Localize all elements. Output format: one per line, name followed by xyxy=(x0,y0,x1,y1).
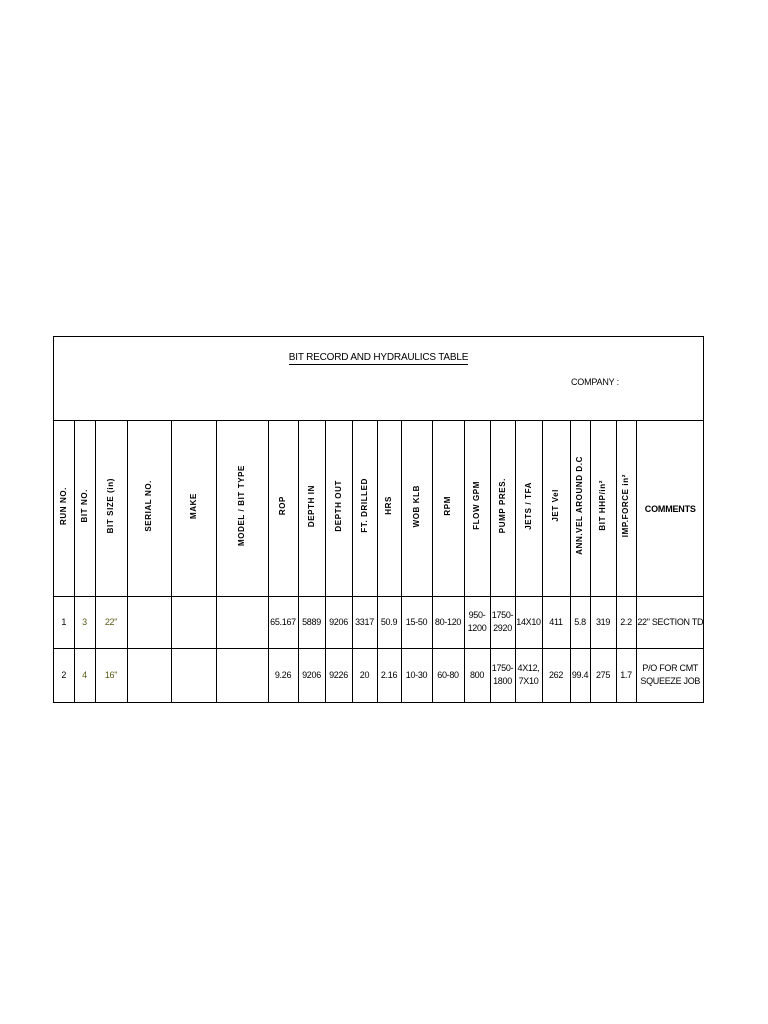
table-title xyxy=(54,352,703,363)
column-header xyxy=(298,421,325,596)
table-cell xyxy=(325,596,352,648)
cell-value: 22" xyxy=(104,616,118,627)
table-cell xyxy=(542,648,570,702)
table-cell xyxy=(268,596,298,648)
table-cell xyxy=(515,596,542,648)
column-header-label: WOB KLB xyxy=(411,484,421,527)
column-header xyxy=(515,421,542,596)
cell-value: 16" xyxy=(104,669,118,680)
table-cell xyxy=(432,596,464,648)
column-header-label: PUMP PRES. xyxy=(497,478,507,534)
cell-value: 950- 1200 xyxy=(467,610,487,633)
column-header-label: ROP xyxy=(278,496,287,516)
table-cell xyxy=(74,648,95,702)
cell-value: 2 xyxy=(61,669,67,680)
cell-value: 4X12, 7X10 xyxy=(517,663,540,687)
cell-value: 99.4 xyxy=(571,669,589,680)
cell-value: 1750- 2920 xyxy=(491,610,514,633)
header-row xyxy=(54,421,704,596)
column-header xyxy=(325,421,352,596)
table-title-text: BIT RECORD AND HYDRAULICS TABLE xyxy=(288,352,469,363)
column-header-label: JET Vel xyxy=(551,489,560,523)
column-header-label: BIT NO. xyxy=(79,488,89,523)
table-cell xyxy=(216,596,268,648)
column-header-label: RPM xyxy=(443,495,452,516)
table-cell xyxy=(298,648,325,702)
table-cell xyxy=(401,596,432,648)
cell-value: 20 xyxy=(359,669,370,680)
column-header xyxy=(490,421,515,596)
column-header xyxy=(95,421,127,596)
column-header xyxy=(171,421,216,596)
cell-value: 3317 xyxy=(355,616,374,627)
column-header-label: IMP.FORCE in² xyxy=(621,474,630,538)
table-cell xyxy=(590,596,616,648)
table-cell xyxy=(616,648,636,702)
column-header xyxy=(616,421,636,596)
column-header xyxy=(570,421,590,596)
column-header-label: SERIAL NO. xyxy=(144,479,153,532)
table-cell xyxy=(636,596,704,648)
table-cell xyxy=(570,648,590,702)
cell-value: 15-50 xyxy=(405,616,428,627)
cell-value: 22" SECTION TD xyxy=(637,616,704,627)
column-header-label: HRS xyxy=(384,496,393,516)
cell-value: 2.2 xyxy=(620,616,632,627)
cell-value: 9206 xyxy=(329,616,348,627)
table-cell xyxy=(590,648,616,702)
cell-value: 4 xyxy=(82,669,87,680)
table-cell xyxy=(95,596,127,648)
table-cell xyxy=(54,596,74,648)
column-header-label: BIT SIZE (in) xyxy=(106,478,115,534)
table-cell xyxy=(616,596,636,648)
column-header-label: FLOW GPM xyxy=(472,481,481,531)
table-cell xyxy=(171,596,216,648)
cell-value: 65.167 xyxy=(270,616,296,627)
cell-value: 9206 xyxy=(302,669,321,680)
bit-record-document xyxy=(53,336,704,703)
table-cell xyxy=(127,596,171,648)
column-header xyxy=(54,421,74,596)
bit-record-table xyxy=(54,421,704,702)
cell-value: 14X10 xyxy=(516,616,541,627)
table-cell xyxy=(542,596,570,648)
cell-value: 800 xyxy=(469,669,485,680)
table-cell xyxy=(268,648,298,702)
table-cell xyxy=(95,648,127,702)
column-header xyxy=(377,421,401,596)
cell-value: 1.7 xyxy=(620,669,632,680)
column-header xyxy=(636,421,704,596)
cell-value: 319 xyxy=(595,616,611,627)
cell-value: P/O FOR CMT SQUEEZE JOB xyxy=(640,663,701,687)
table-cell xyxy=(636,648,704,702)
column-header-label: RUN NO. xyxy=(58,486,68,525)
column-header xyxy=(74,421,95,596)
column-header xyxy=(268,421,298,596)
table-cell xyxy=(171,648,216,702)
table-cell xyxy=(401,648,432,702)
table-cell xyxy=(74,596,95,648)
cell-value: 60-80 xyxy=(437,669,459,680)
column-header xyxy=(216,421,268,596)
table-row xyxy=(54,648,704,702)
cell-value: 3 xyxy=(82,616,87,627)
column-header-label: COMMENTS xyxy=(644,504,696,515)
cell-value: 2.16 xyxy=(380,669,398,680)
column-header-label: BIT HHP/in² xyxy=(598,480,607,532)
column-header-label: ANN.VEL AROUND D.C xyxy=(575,456,584,556)
column-header xyxy=(432,421,464,596)
table-cell xyxy=(490,596,515,648)
column-header xyxy=(127,421,171,596)
column-header-label: DEPTH OUT xyxy=(333,479,343,532)
cell-value: 9.26 xyxy=(274,669,292,680)
column-header-label: DEPTH IN xyxy=(306,484,316,527)
company-label: COMPANY : xyxy=(571,377,619,387)
table-cell xyxy=(432,648,464,702)
table-cell xyxy=(54,648,74,702)
column-header xyxy=(401,421,432,596)
cell-value: 80-120 xyxy=(434,616,462,627)
cell-value: 5889 xyxy=(302,616,321,627)
cell-value: 5.8 xyxy=(574,616,586,627)
table-cell xyxy=(570,596,590,648)
table-cell xyxy=(352,596,377,648)
table-cell xyxy=(325,648,352,702)
table-cell xyxy=(298,596,325,648)
table-cell xyxy=(464,596,490,648)
cell-value: 411 xyxy=(549,616,563,627)
cell-value: 1 xyxy=(61,616,67,627)
cell-value: 262 xyxy=(548,669,564,680)
cell-value: 10-30 xyxy=(405,669,428,680)
column-header xyxy=(352,421,377,596)
column-header-label: MAKE xyxy=(188,492,198,519)
cell-value: 1750- 1800 xyxy=(491,663,514,687)
title-area xyxy=(54,337,703,421)
table-cell xyxy=(377,596,401,648)
table-cell xyxy=(377,648,401,702)
column-header xyxy=(464,421,490,596)
column-header-label: FT. DRILLED xyxy=(359,478,369,534)
cell-value: 275 xyxy=(595,669,611,680)
table-cell xyxy=(352,648,377,702)
table-cell xyxy=(464,648,490,702)
table-row xyxy=(54,596,704,648)
column-header-label: MODEL / BIT TYPE xyxy=(237,465,246,547)
cell-value: 9226 xyxy=(329,669,348,680)
table-body xyxy=(54,421,704,702)
cell-value: 50.9 xyxy=(380,616,398,627)
table-cell xyxy=(490,648,515,702)
table-cell xyxy=(127,648,171,702)
column-header xyxy=(542,421,570,596)
table-cell xyxy=(515,648,542,702)
column-header xyxy=(590,421,616,596)
column-header-label: JETS / TFA xyxy=(523,481,533,530)
table-cell xyxy=(216,648,268,702)
